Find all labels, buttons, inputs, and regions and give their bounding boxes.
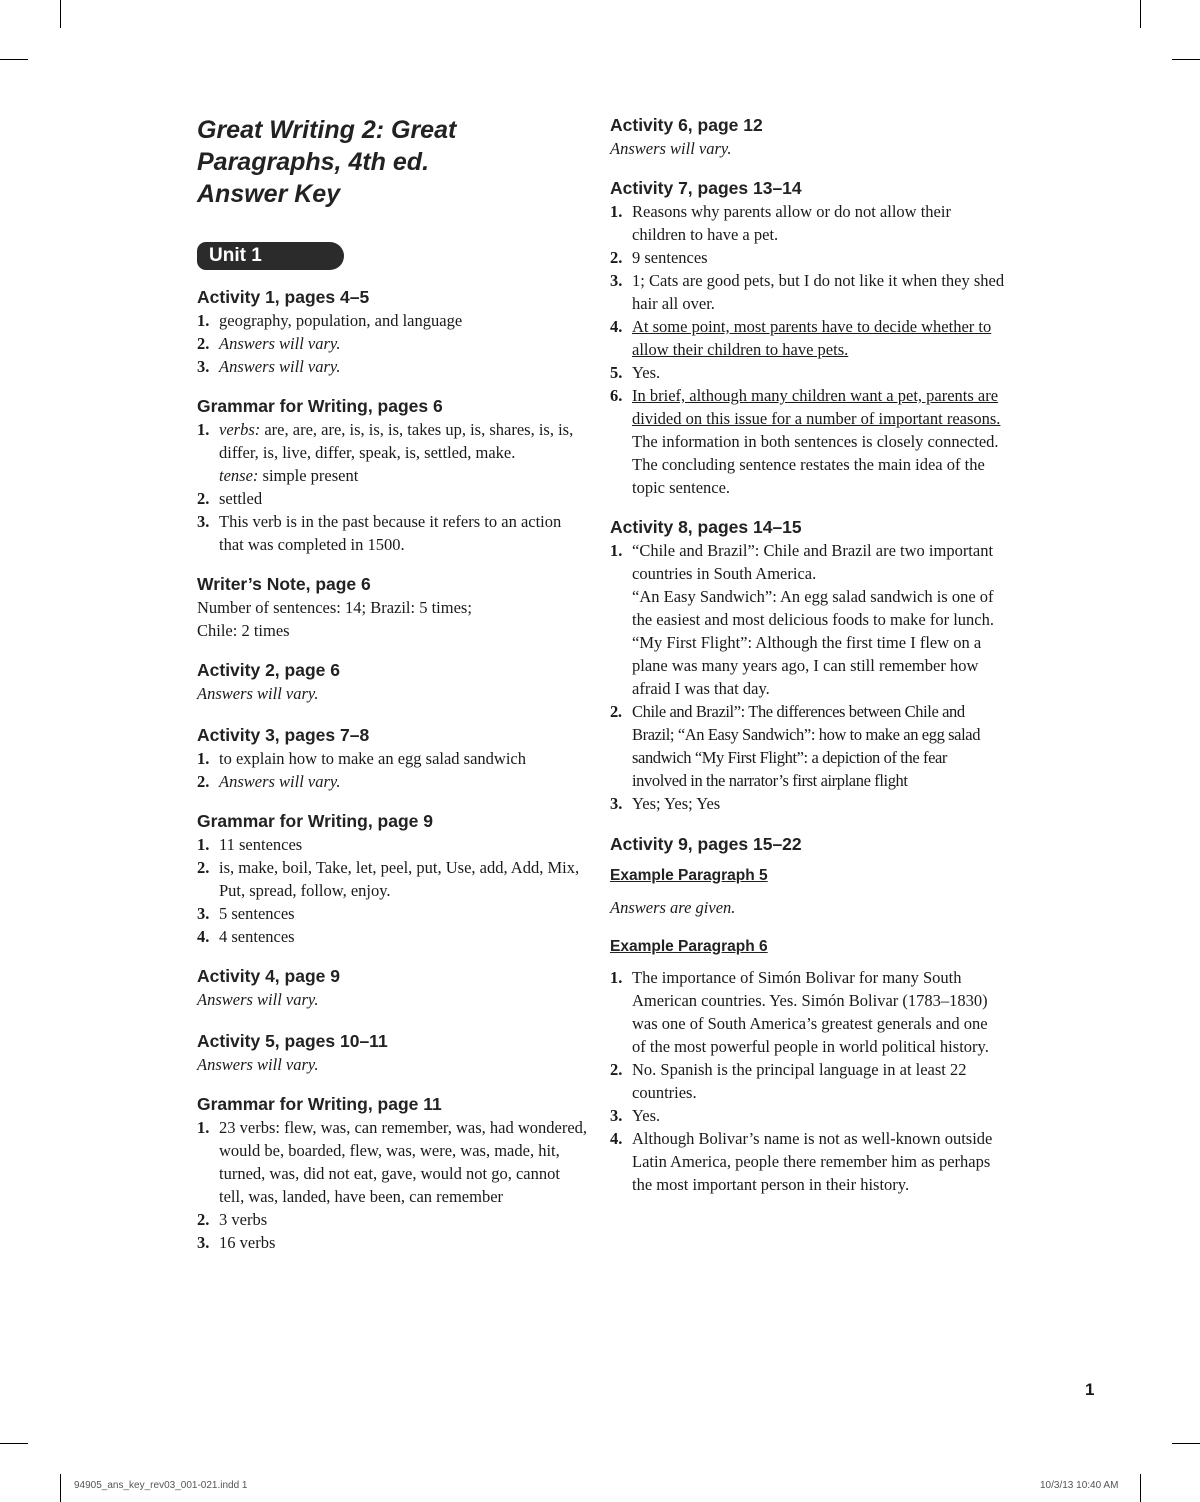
right-column	[610, 114, 1005, 1196]
list-item: 5. Yes.	[610, 363, 661, 382]
list-item: 3. This verb is in the past because it refers to an action that was completed in 1500.	[197, 512, 562, 554]
section-heading: Activity 9, pages 15–22	[610, 834, 802, 854]
section-grammar-11	[197, 1093, 587, 1254]
section-heading: Activity 1, pages 4–5	[197, 287, 370, 307]
section-activity-2: Activity 2, page 6 Answers will vary.	[197, 659, 587, 705]
list-item: 3. 16 verbs	[197, 1233, 276, 1252]
section-heading: Grammar for Writing, page 9	[197, 811, 433, 831]
answer-list	[197, 747, 587, 793]
list-item: 6. In brief, although many children want a pet, parents are divided on this issue for a number of important reasons. The information in both sentences is closely connected. The concluding sentence restates the main idea of the topic sentence.	[610, 386, 1001, 497]
page-title: Great Writing 2: Great Paragraphs, 4th ed. Answer Key	[197, 116, 457, 208]
list-item: 4. Although Bolivar’s name is not as well-known outside Latin America, people there remember him as perhaps the most important person in their history.	[610, 1129, 993, 1194]
section-activity-5: Activity 5, pages 10–11 Answers will vary.	[197, 1030, 587, 1076]
crop-mark	[1172, 59, 1200, 60]
list-item: 2. 9 sentences	[610, 248, 708, 267]
footer-filename: 94905_ans_key_rev03_001-021.indd 1	[74, 1480, 248, 1491]
section-heading: Writer’s Note, page 6	[197, 574, 371, 594]
list-item: 2. Answers will vary.	[197, 772, 341, 791]
section-heading: Activity 5, pages 10–11	[197, 1031, 388, 1051]
crop-mark	[1140, 1474, 1141, 1502]
crop-mark	[0, 59, 28, 60]
section-heading: Activity 8, pages 14–15	[610, 517, 802, 537]
section-grammar-9	[197, 810, 587, 948]
list-item: 1. Reasons why parents allow or do not allow their children to have a pet.	[610, 202, 951, 244]
section-heading: Grammar for Writing, pages 6	[197, 396, 443, 416]
crop-mark	[1172, 1443, 1200, 1444]
list-item: 3. 5 sentences	[197, 904, 295, 923]
list-item: 1. geography, population, and language	[197, 311, 463, 330]
answer-list	[197, 1116, 587, 1254]
section-heading: Activity 3, pages 7–8	[197, 725, 370, 745]
footer-datetime: 10/3/13 10:40 AM	[1040, 1480, 1119, 1491]
section-activity-1	[197, 286, 587, 378]
section-activity-7	[610, 177, 1005, 499]
list-item: 4. 4 sentences	[197, 927, 295, 946]
section-heading: Activity 7, pages 13–14	[610, 178, 802, 198]
section-activity-9: Activity 9, pages 15–22 Example Paragraph 5 Answers are given. Example Paragraph 6 1. The importance of Simón Bolivar for many South American countries. Yes. Simón Bolivar (1783–1830) was one of South America’s greatest generals and one of the most powerful people in world political history. 2. No. Spanish is the principal language in at least 22 countries. 3. Yes. 4. Although Bolivar’s name is not as well-known outside Latin America, people there remember him as perhaps the most important person in their history.	[610, 833, 1005, 1196]
section-heading: Grammar for Writing, page 11	[197, 1094, 442, 1114]
crop-mark	[0, 1443, 28, 1444]
crop-mark	[1140, 0, 1141, 28]
list-item: 1. 23 verbs: flew, was, can remember, was, had wondered, would be, boarded, flew, was, were, was, made, hit, turned, was, did not eat, gave, would not go, cannot tell, was, landed, have been, can remember	[197, 1118, 588, 1206]
list-item: 2. No. Spanish is the principal language in at least 22 countries.	[610, 1060, 967, 1102]
section-activity-8	[610, 516, 1005, 815]
list-item: 3. Yes.	[610, 1106, 661, 1125]
list-item: 1. verbs: are, are, are, is, is, is, takes up, is, shares, is, is, differ, is, live, differ, speak, is, settled, make. tense: simple present	[197, 420, 574, 485]
subheading-example-5: Example Paragraph 5	[610, 867, 768, 884]
answer-list	[197, 309, 587, 378]
list-item: 2. Answers will vary.	[197, 334, 341, 353]
list-item: 1. The importance of Simón Bolivar for many South American countries. Yes. Simón Bolivar (1783–1830) was one of South America’s greatest generals and one of the most powerful people in world political history.	[610, 968, 989, 1056]
subheading-example-6: Example Paragraph 6	[610, 938, 768, 955]
list-item: 2. is, make, boil, Take, let, peel, put, Use, add, Add, Mix, Put, spread, follow, enjoy.	[197, 858, 580, 900]
section-grammar-6	[197, 395, 587, 556]
list-item: 1. 11 sentences	[197, 835, 303, 854]
list-item: 2. 3 verbs	[197, 1210, 268, 1229]
answer-list	[610, 966, 1005, 1196]
answer-list	[197, 418, 587, 556]
crop-mark	[60, 1474, 61, 1502]
section-heading: Activity 2, page 6	[197, 660, 340, 680]
section-writers-note: Writer’s Note, page 6 Number of sentences: 14; Brazil: 5 times; Chile: 2 times	[197, 573, 587, 642]
list-item: 3. Answers will vary.	[197, 357, 341, 376]
list-item: 1. “Chile and Brazil”: Chile and Brazil are two important countries in South America. “An Easy Sandwich”: An egg salad sandwich is one of the easiest and most delicious foods to make for lunch. “My First Flight”: Although the first time I flew on a plane was many years ago, I can still remember how afraid I was that day.	[610, 541, 995, 698]
section-heading: Activity 6, page 12	[610, 115, 763, 135]
answer-list	[197, 833, 587, 948]
list-item: 2. Chile and Brazil”: The differences between Chile and Brazil; “An Easy Sandwich”: how to make an egg salad sandwich “My First Flight”: a depiction of the fear involved in the narrator’s first airplane flight	[610, 702, 981, 790]
list-item: 4. At some point, most parents have to decide whether to allow their children to have pets.	[610, 317, 992, 359]
list-item: 1. to explain how to make an egg salad sandwich	[197, 749, 526, 768]
page-number: 1	[1085, 1380, 1095, 1399]
left-column	[197, 114, 587, 1254]
list-item: 2. settled	[197, 489, 263, 508]
section-heading: Activity 4, page 9	[197, 966, 340, 986]
answer-list	[610, 200, 1005, 499]
unit-badge: Unit 1	[197, 242, 344, 270]
answer-list	[610, 539, 1005, 815]
list-item: 3. 1; Cats are good pets, but I do not like it when they shed hair all over.	[610, 271, 1005, 313]
list-item: 3. Yes; Yes; Yes	[610, 794, 721, 813]
section-activity-6: Activity 6, page 12 Answers will vary.	[610, 114, 1005, 160]
section-activity-3	[197, 724, 587, 793]
crop-mark	[60, 0, 61, 28]
section-activity-4: Activity 4, page 9 Answers will vary.	[197, 965, 587, 1011]
